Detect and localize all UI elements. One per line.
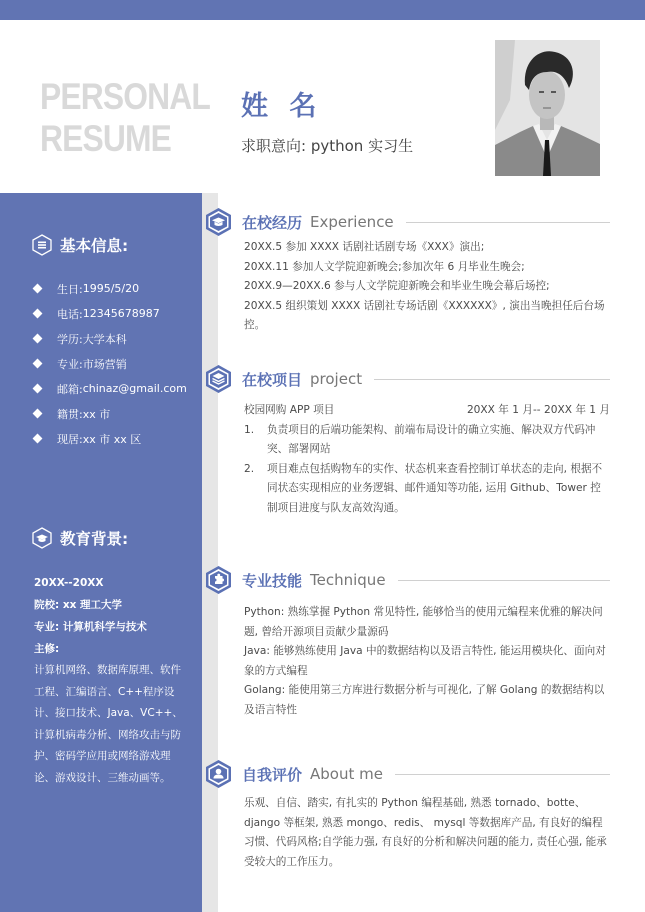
heading-divider — [395, 774, 610, 775]
experience-line: 20XX.9—20XX.6 参与人文学院迎新晚会和毕业生晚会幕后场控; — [244, 280, 550, 292]
graduation-cap-icon — [205, 207, 232, 237]
info-item-phone: 电话: 12345678987 — [32, 301, 187, 326]
project-name: 校园网购 APP 项目 — [244, 404, 335, 416]
experience-heading — [205, 207, 610, 237]
project-heading — [205, 364, 610, 394]
diamond-bullet-icon — [33, 434, 43, 444]
experience-title-en: Experience — [310, 213, 394, 231]
diamond-bullet-icon — [33, 334, 43, 344]
project-body — [244, 401, 610, 518]
skill-java: Java: 能够熟练使用 Java 中的数据结构以及语言特性, 能运用模块化、面向对象的方式编程 — [244, 645, 606, 677]
project-item: 2. 项目难点包括购物车的实作、状态机来查看控制订单状态的走向, 根据不同状态实现相应的业务逻辑、邮件通知等功能, 运用 Github、Tower 控制项目进度与队友高效沟通。 — [244, 462, 603, 514]
about-title-en: About me — [310, 765, 383, 783]
education-details — [34, 572, 184, 789]
skills-title-en: Technique — [310, 571, 386, 589]
info-item-email: 邮箱: chinaz@gmail.com — [32, 376, 187, 401]
experience-body — [244, 238, 610, 336]
job-intent-value: python 实习生 — [310, 137, 414, 155]
skills-body — [244, 603, 610, 720]
info-item-hometown: 籍贯: xx 市 — [32, 401, 187, 426]
job-intent — [241, 135, 413, 156]
diamond-bullet-icon — [33, 359, 43, 369]
personal-resume-title — [40, 76, 210, 160]
about-body — [244, 794, 610, 872]
diamond-bullet-icon — [33, 309, 43, 319]
skills-title-cn: 专业技能 — [242, 571, 303, 590]
portrait-photo — [495, 40, 600, 176]
heading-divider — [406, 222, 610, 223]
education-period: 20XX--20XX — [34, 577, 104, 589]
project-title-cn: 在校项目 — [242, 370, 303, 389]
user-icon — [205, 759, 232, 789]
about-text: 乐观、自信、踏实, 有扎实的 Python 编程基础, 熟悉 tornado、botte、django 等框架, 熟悉 mongo、redis、 mysql 等数据库产品, 有良好的编程习惯、代码风格;自学能力强, 有良好的分析和解决问题的能力, 责任心强, 能承受较大的工作压力。 — [244, 797, 607, 868]
project-items — [244, 421, 610, 519]
diamond-bullet-icon — [33, 384, 43, 394]
project-period: 20XX 年 1 月-- 20XX 年 1 月 — [466, 404, 610, 416]
education-title: 教育背景: — [60, 530, 129, 548]
title-line-2: RESUME — [40, 118, 171, 159]
title-line-1: PERSONAL — [40, 76, 210, 117]
education-heading — [32, 527, 128, 549]
skill-golang: Golang: 能使用第三方库进行数据分析与可视化, 了解 Golang 的数据结构以及语言特性 — [244, 684, 605, 716]
list-icon — [32, 234, 52, 256]
top-accent-bar — [0, 0, 645, 20]
experience-line: 20XX.5 组织策划 XXXX 话剧社专场话剧《XXXXXX》, 演出当晚担任后台场控。 — [244, 299, 605, 331]
about-heading — [205, 759, 610, 789]
puzzle-icon — [205, 565, 232, 595]
diamond-bullet-icon — [33, 284, 43, 294]
info-item-degree: 学历: 大学本科 — [32, 326, 187, 351]
heading-divider — [398, 580, 610, 581]
graduation-cap-icon — [32, 527, 52, 549]
project-item: 1. 负责项目的后端功能架构、前端布局设计的确立实施、解决双方代码冲突、部署网站 — [244, 423, 596, 455]
info-item-birthday: 生日: 1995/5/20 — [32, 276, 187, 301]
job-intent-label: 求职意向: — [241, 137, 307, 155]
education-school: 院校: xx 理工大学 — [34, 599, 123, 611]
diamond-bullet-icon — [33, 409, 43, 419]
basic-info-title: 基本信息: — [60, 237, 129, 255]
divider-strip — [202, 193, 218, 912]
experience-line: 20XX.5 参加 XXXX 话剧社话剧专场《XXX》演出; — [244, 241, 485, 253]
basic-info-heading — [32, 234, 128, 256]
heading-divider — [374, 379, 610, 380]
info-item-major: 专业: 市场营销 — [32, 351, 187, 376]
courses-label: 主修: — [34, 643, 60, 655]
basic-info-list — [32, 276, 187, 451]
courses-text: 计算机网络、数据库原理、软件工程、汇编语言、C++程序设计、接口技术、Java、VC++、计算机病毒分析、网络攻击与防护、密码学应用或网络游戏理论、游戏设计、三维动画等。 — [34, 664, 183, 784]
experience-title-cn: 在校经历 — [242, 213, 303, 232]
info-item-residence: 现居: xx 市 xx 区 — [32, 426, 187, 451]
project-title-en: project — [310, 370, 363, 388]
layers-icon — [205, 364, 232, 394]
skills-heading — [205, 565, 610, 595]
project-title-row — [244, 401, 610, 421]
candidate-name: 姓 名 — [241, 91, 323, 122]
experience-line: 20XX.11 参加人文学院迎新晚会;参加次年 6 月毕业生晚会; — [244, 260, 525, 273]
education-major: 专业: 计算机科学与技术 — [34, 621, 147, 633]
about-title-cn: 自我评价 — [242, 765, 303, 784]
skill-python: Python: 熟练掌握 Python 常见特性, 能够恰当的使用元编程来优雅的解决问题, 曾给开源项目贡献少量源码 — [244, 606, 603, 638]
